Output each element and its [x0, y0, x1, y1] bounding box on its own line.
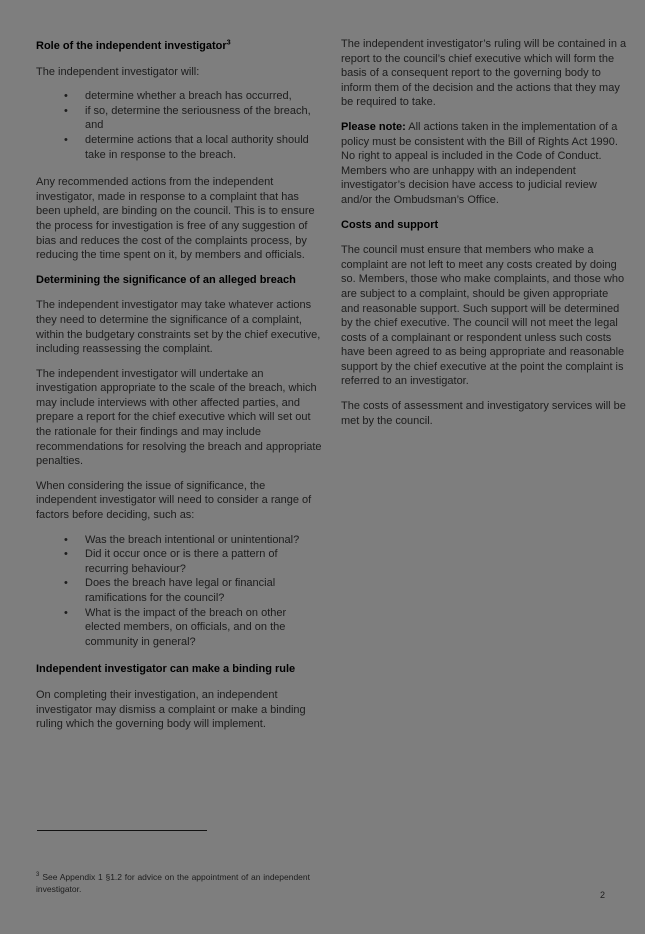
footnote-text: See Appendix 1 §1.2 for advice on the appointment of an independent investigator. [36, 872, 310, 894]
paragraph: The independent investigator will: [36, 65, 200, 78]
paragraph: When considering the issue of significance, the independent investigator will need to consider a range of factors before deciding, such as: [36, 479, 312, 522]
footnote [36, 872, 310, 895]
footnote-separator [37, 830, 207, 831]
paragraph: The council must ensure that members who make a complaint are not left to meet any costs created by doing so. Members, those who make complaints, and those who are subject to a complaint, should be given appropriate and reasonable support. Such support will be determined by the chief executive. The council will not meet the legal costs of a complainant or respondent unless such costs have been agreed to as being appropriate and reasonable support by the chief executive at the point the complaint is referred to an investigator. [341, 244, 625, 388]
list-item: • if so, determine the seriousness of the breach, and [36, 104, 324, 133]
list-item: • What is the impact of the breach on other elected members, on officials, and on the community in general? [36, 606, 324, 650]
paragraph-please-note [341, 120, 629, 208]
paragraph: The independent investigator’s ruling will be contained in a report to the council’s chief executive which will form the basis of a consequent report to the governing body to inform them of the decision and the actions that they may be required to take. [341, 38, 627, 109]
paragraph: Any recommended actions from the independent investigator, made in response to a complaint that has been upheld, are binding on the council. This is to ensure the process for investigation is free of any suggestion of bias and reduces the cost of the complaints process, by reducing the time spent on it, by members and officials. [36, 176, 315, 262]
footnote-marker: 3 [36, 872, 40, 879]
list-item: • determine whether a breach has occurred, [36, 89, 324, 104]
list-item: • Did it occur once or is there a pattern of recurring behaviour? [36, 547, 324, 576]
paragraph: The costs of assessment and investigatory services will be met by the council. [341, 400, 626, 427]
bullet-list [36, 533, 324, 650]
heading-binding-rule: Independent investigator can make a binding rule [36, 663, 296, 676]
page-number: 2 [600, 890, 606, 900]
heading-determining-significance: Determining the significance of an alleged breach [36, 273, 296, 286]
paragraph: The independent investigator will undertake an investigation appropriate to the scale of the breach, which may include interviews with other affected parties, and prepare a report for the chief executive which will set out the rationale for their findings and may include recommendations for resolving the breach and appropriate penalties. [36, 367, 322, 468]
note-label: Please note: [341, 120, 406, 133]
list-item: • Was the breach intentional or unintentional? [36, 533, 324, 548]
list-item: • Does the breach have legal or financial ramifications for the council? [36, 576, 324, 605]
heading-role-of-investigator [36, 39, 324, 54]
left-column [36, 37, 324, 742]
list-item: • determine actions that a local authority should take in response to the breach. [36, 133, 324, 162]
paragraph: On completing their investigation, an independent investigator may dismiss a complaint or make a binding ruling which the governing body will implement. [36, 688, 306, 731]
note-text: All actions taken in the implementation of a policy must be consistent with the Bill of Rights Act 1990. No right to appeal is included in the Code of Conduct. Members who are unhappy with an independent investigator’s decision have access to judicial review and/or the Ombudsman’s Office. [341, 120, 618, 206]
right-column [341, 37, 629, 438]
paragraph: The independent investigator may take whatever actions they need to determine the significance of a complaint, within the budgetary constraints set by the chief executive, including reassessing the complaint. [36, 299, 321, 356]
footnote-reference: 3 [226, 39, 231, 47]
heading-text: Role of the independent investigator [36, 40, 227, 52]
heading-costs-and-support: Costs and support [341, 218, 439, 231]
bullet-list [36, 89, 324, 162]
